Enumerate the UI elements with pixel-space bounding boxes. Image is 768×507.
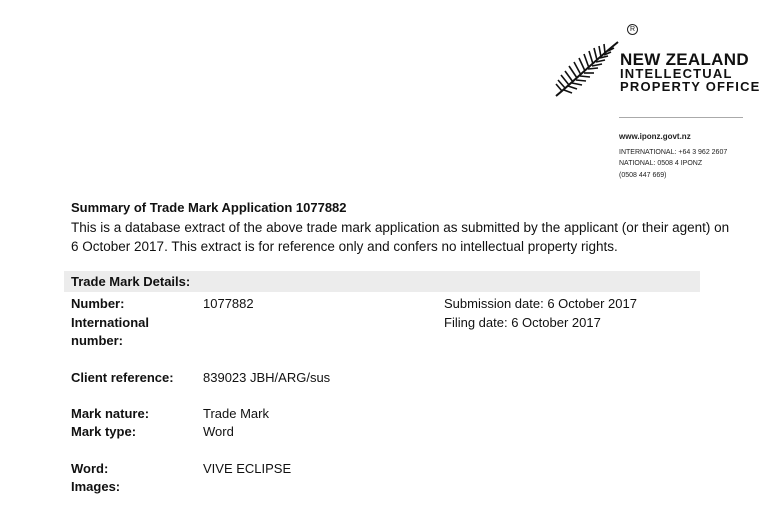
org-line-2: INTELLECTUAL [620, 66, 733, 81]
international-label: International [71, 315, 150, 330]
contact-divider [619, 117, 743, 118]
word-label: Word: [71, 461, 109, 476]
mark-type-value: Word [203, 424, 234, 439]
org-line-3: PROPERTY OFFICE [620, 79, 761, 94]
iponz-logo [552, 26, 761, 106]
client-reference-value: 839023 JBH/ARG/sus [203, 370, 331, 385]
client-reference-label: Client reference: [71, 370, 174, 385]
org-name [620, 52, 761, 93]
number-value: 1077882 [203, 296, 254, 311]
website-link[interactable]: www.iponz.govt.nz [619, 132, 691, 141]
national-phone-alt: (0508 447 669) [619, 171, 667, 179]
summary-text: This is a database extract of the above trade mark application as submitted by the applicant (or their agent) on 6 October 2017. This extract is for reference only and confers no intellectual property rights. [71, 220, 730, 254]
international-label-2: number: [71, 333, 123, 348]
details-title: Trade Mark Details: [71, 274, 191, 289]
number-label: Number: [71, 296, 125, 311]
summary-title: Summary of Trade Mark Application 1077882 [71, 200, 347, 215]
contact-block [619, 131, 727, 181]
registered-icon: R [627, 24, 638, 35]
mark-type-label: Mark type: [71, 424, 137, 439]
word-value: VIVE ECLIPSE [203, 461, 292, 476]
mark-nature-value: Trade Mark [203, 406, 269, 421]
international-phone: INTERNATIONAL: +64 3 962 2607 [619, 148, 728, 156]
filing-date: Filing date: 6 October 2017 [444, 315, 601, 330]
mark-nature-label: Mark nature: [71, 406, 150, 421]
national-phone: NATIONAL: 0508 4 IPONZ [619, 160, 703, 167]
images-label: Images: [71, 479, 121, 494]
fern-icon [552, 38, 622, 102]
submission-date: Submission date: 6 October 2017 [444, 296, 637, 311]
org-line-1: NEW ZEALAND [620, 50, 749, 69]
